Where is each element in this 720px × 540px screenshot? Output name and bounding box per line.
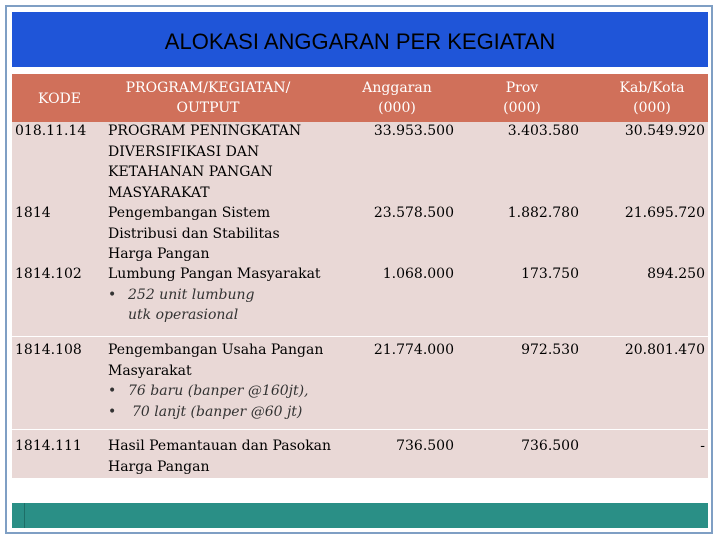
row5-kode: 1814.111 <box>15 438 82 454</box>
row4-bullet-line2: 70 lanjt (banper @60 jt) <box>132 404 303 420</box>
title-bar <box>12 12 708 67</box>
page-title: ALOKASI ANGGARAN PER KEGIATAN <box>164 29 556 54</box>
header-kab-line2: (000) <box>633 100 671 116</box>
row5-kab: - <box>700 438 705 454</box>
row3-anggaran: 1.068.000 <box>382 266 454 282</box>
row1-anggaran: 33.953.500 <box>373 123 454 139</box>
header-prov-line1: Prov <box>505 80 539 96</box>
row2-program-line1: Pengembangan Sistem <box>108 205 271 221</box>
row3-program-line1: Lumbung Pangan Masyarakat <box>108 266 321 282</box>
row4-program-line2: Masyarakat <box>108 362 192 379</box>
header-anggaran-line1: Anggaran <box>362 80 432 96</box>
budget-table <box>12 74 708 478</box>
row5-program-line1: Hasil Pemantauan dan Pasokan <box>108 438 332 454</box>
row4-kab: 20.801.470 <box>624 342 705 358</box>
row2-program-line3: Harga Pangan <box>108 246 210 262</box>
row2-kode: 1814 <box>15 205 51 221</box>
row3-kode: 1814.102 <box>15 266 82 282</box>
row5-prov: 736.500 <box>521 438 579 454</box>
row1-kode: 018.11.14 <box>15 123 87 139</box>
row4-bullet-marker-2: • <box>108 404 117 420</box>
header-anggaran-line2: (000) <box>378 100 416 116</box>
header-program-line1: PROGRAM/KEGIATAN/ <box>125 80 291 96</box>
row3-prov: 173.750 <box>521 266 579 282</box>
row5-program-line2: Harga Pangan <box>108 458 210 475</box>
row4-bullet-line1: 76 baru (banper @160jt), <box>128 383 309 399</box>
header-kab-line1: Kab/Kota <box>619 80 685 96</box>
bottom-bar-segment <box>12 503 25 528</box>
row3-bullet-line1: 252 unit lumbung <box>128 287 255 303</box>
row-divider <box>12 336 708 337</box>
header-program-line2: OUTPUT <box>176 100 240 116</box>
table-header <box>12 74 708 122</box>
row-divider <box>12 429 708 430</box>
row4-prov: 972.530 <box>521 342 579 358</box>
row3-kab: 894.250 <box>647 266 705 282</box>
row2-anggaran: 23.578.500 <box>373 205 454 221</box>
row5-anggaran: 736.500 <box>396 438 454 454</box>
row1-program-line3: KETAHANAN PANGAN <box>108 164 273 180</box>
row4-program-line1: Pengembangan Usaha Pangan <box>108 342 324 358</box>
row4-kode: 1814.108 <box>15 342 82 358</box>
row1-prov: 3.403.580 <box>507 123 579 139</box>
row4-bullet-marker-1: • <box>108 383 117 399</box>
row3-bullet-marker: • <box>108 287 117 303</box>
row2-kab: 21.695.720 <box>624 205 705 221</box>
row3-bullet-line2: utk operasional <box>128 307 239 323</box>
row2-prov: 1.882.780 <box>507 205 579 221</box>
header-prov-line2: (000) <box>503 100 541 116</box>
row2-program-line2: Distribusi dan Stabilitas <box>108 225 280 242</box>
header-kode: KODE <box>37 91 81 107</box>
row1-program-line4: MASYARAKAT <box>108 184 210 201</box>
row1-kab: 30.549.920 <box>624 123 705 139</box>
row4-anggaran: 21.774.000 <box>373 342 454 358</box>
row1-program-line2: DIVERSIFIKASI DAN <box>108 143 260 160</box>
row1-program-line1: PROGRAM PENINGKATAN <box>108 123 302 139</box>
bottom-accent-bar <box>12 503 708 528</box>
